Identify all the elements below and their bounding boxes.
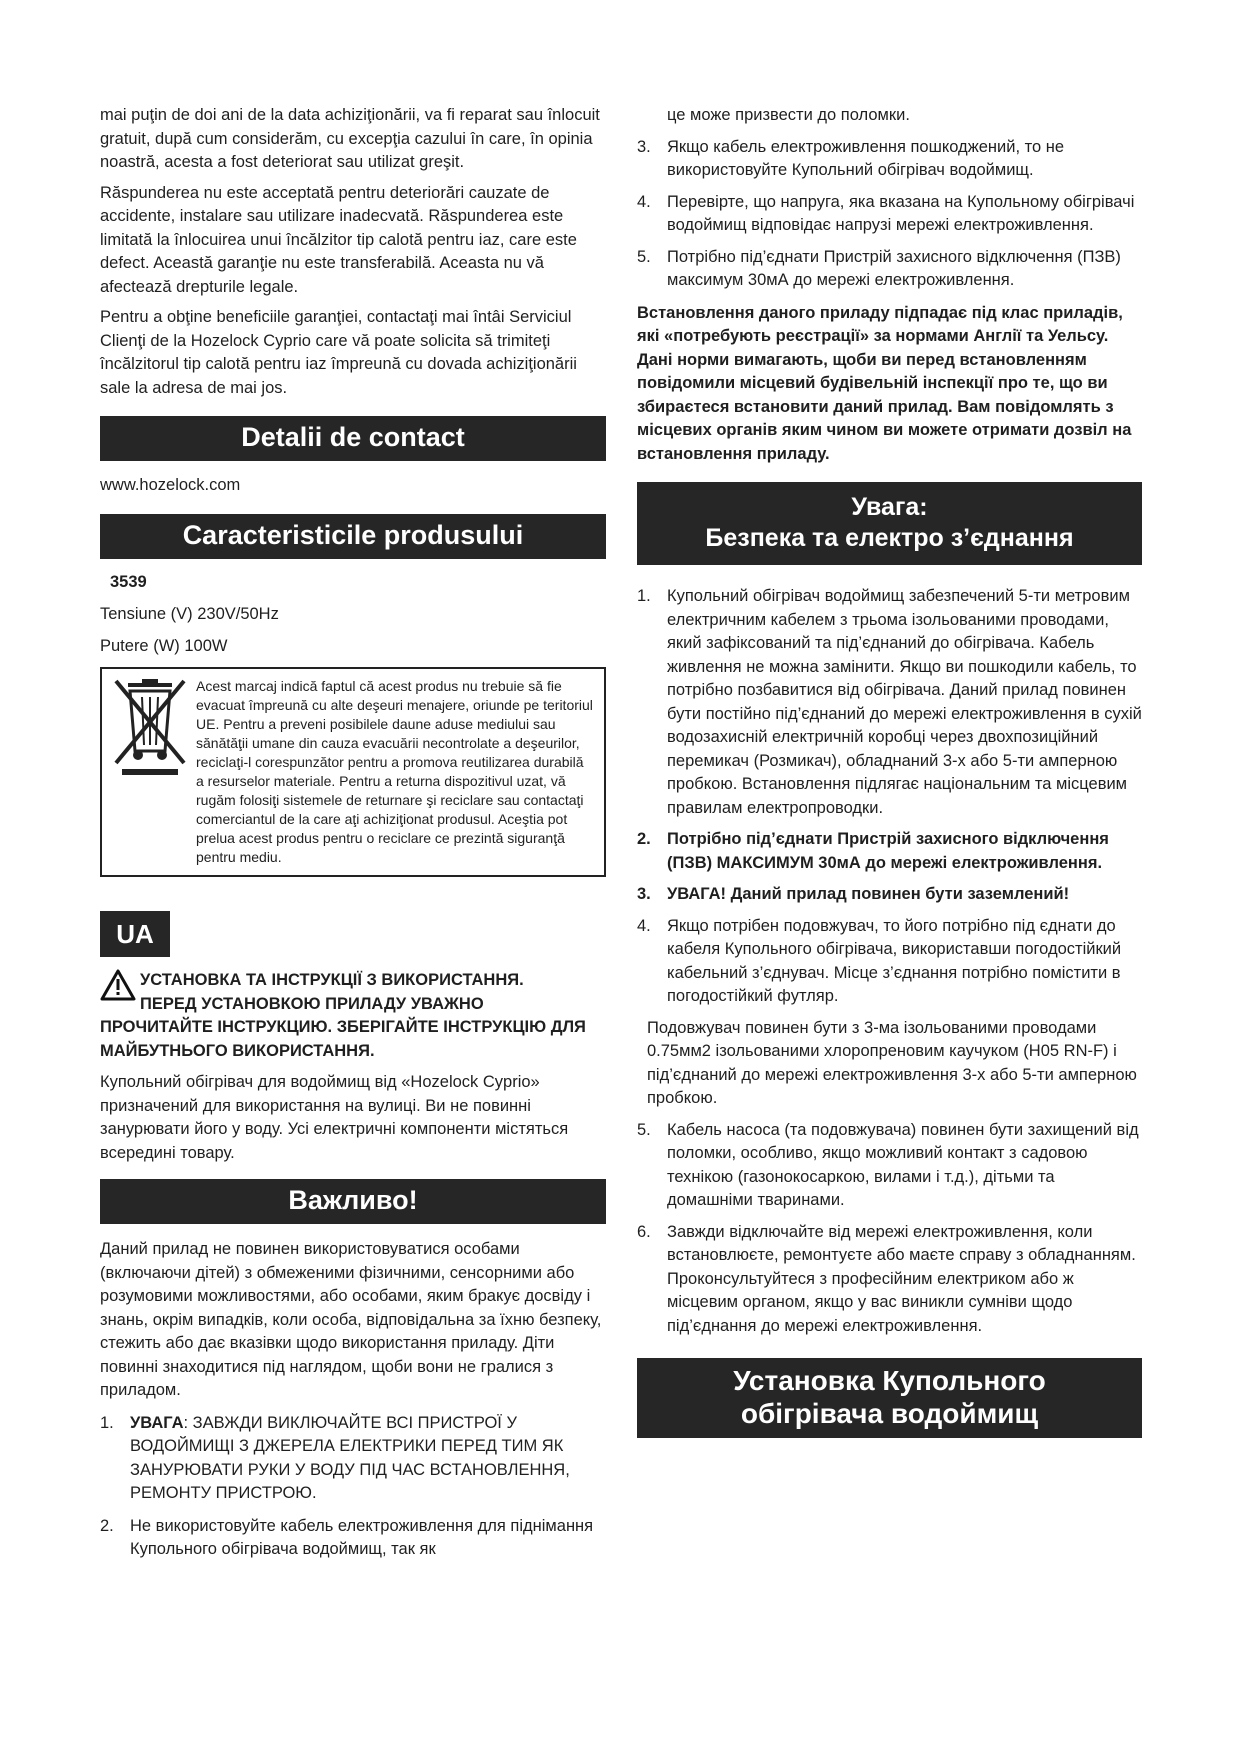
safety-header	[637, 482, 1142, 565]
item-text: Перевірте, що напруга, яка вказана на Купольному обігрівачі водоймищ відповідає напрузі мережі електроживлення.	[667, 192, 1135, 234]
warning-line-1: УСТАНОВКА ТА ІНСТРУКЦІЇ З ВИКОРИСТАННЯ.	[140, 971, 524, 989]
safety-item-3	[637, 883, 1142, 907]
left-column	[100, 104, 606, 1562]
registration-notice: Встановлення даного приладу підпадає під клас приладів, які «потребують реєстрації» за нормами Англії та Уельсу. Дані норми вимагають, щоби ви перед встановленням повідомили місцевий будівельній інспекції про те, що ви збираєтеся встановити даний прилад. Вам повідомлять з місцевих органів яким чином ви можете отримати дозвіл на встановлення приладу.	[637, 303, 1132, 463]
safety-header-line-1: Увага:	[851, 493, 928, 521]
warning-line-2: ПЕРЕД УСТАНОВКОЮ ПРИЛАДУ УВАЖНО	[140, 994, 484, 1013]
item-text: Потрібно під’єднати Пристрій захисного відключення (ПЗВ) максимум 30мА до мережі електроживлення.	[667, 247, 1121, 289]
warning-block	[100, 969, 606, 1063]
weee-notice-box	[100, 667, 606, 877]
important-item-2	[100, 1515, 606, 1562]
voltage-spec: Tensiune (V) 230V/50Hz	[100, 605, 279, 623]
install-header-line-2: обігрівача водоймищ	[740, 1398, 1039, 1429]
right-item-4	[637, 191, 1142, 238]
install-header	[637, 1358, 1142, 1438]
crossed-bin-icon	[110, 677, 190, 867]
important-item-1	[100, 1412, 606, 1506]
item-text: Не використовуйте кабель електроживлення для піднімання Купольного обігрівача водоймищ, так як	[130, 1516, 594, 1558]
warning-line-rest: ПРОЧИТАЙТЕ ІНСТРУКЦИЮ. ЗБЕРІГАЙТЕ ІНСТРУКЦІЮ ДЛЯ МАЙБУТНЬОГО ВИКОРИСТАННЯ.	[100, 1018, 586, 1060]
right-item-3	[637, 136, 1142, 183]
warning-triangle-icon	[100, 969, 140, 1006]
safety-item-1	[637, 585, 1142, 820]
item-text: Кабель насоса (та подовжувача) повинен бути захищений від поломки, особливо, якщо можливий контакт з садовою технікою (газонокосаркою, вилами і т.д.), дітьми та домашніми тваринами.	[667, 1120, 1139, 1209]
safety-item-2	[637, 828, 1142, 875]
warranty-paragraph-2: Răspunderea nu este acceptată pentru deteriorări cauzate de accidente, instalare sau utilizare inadecvată. Răspunderea este limitată la înlocuirea unui încălzitor tip calotă pentru iaz, care este defect. Această garanţie nu este transferabilă. Aceasta nu vă afectează drepturile legale.	[100, 183, 577, 296]
warranty-paragraph-3: Pentru a obţine beneficiile garanţiei, contactaţi mai întâi Serviciul Clienţi de la Hozelock Cyprio care vă poate solicita să trimiteţi încălzitorul tip calotă pentru iaz împreună cu dovada achiziţionării sale la adresa de mai jos.	[100, 308, 577, 397]
specs-header: Caracteristicile produsului	[100, 514, 606, 559]
right-item-5	[637, 246, 1142, 293]
item-number: 2.	[100, 1516, 114, 1535]
item-text: : ЗАВЖДИ ВИКЛЮЧАЙТЕ ВСІ ПРИСТРОЇ У ВОДОЙМИЩІ З ДЖЕРЕЛА ЕЛЕКТРИКИ ПЕРЕД ТИМ ЯК ЗАНУРЮВАТИ РУКИ У ВОДУ ПІД ЧАС ВСТАНОВЛЕННЯ, РЕМОНТУ ПРИСТРОЮ.	[130, 1413, 570, 1502]
right-column	[637, 104, 1142, 1438]
item-text: Якщо потрібен подовжувач, то його потрібно під єднати до кабеля Купольного обігрівача, використавши погодостійкий кабельний з’єднувач. Місце з’єднання потрібно помістити в погодостійкий футляр.	[667, 916, 1122, 1005]
item-number: 4.	[637, 192, 651, 211]
item-number: 5.	[637, 247, 651, 266]
item-text: Якщо кабель електроживлення пошкоджений, то не використовуйте Купольний обігрівач водоймищ.	[667, 137, 1065, 179]
item-lead: УВАГА	[130, 1413, 184, 1432]
important-paragraph: Даний прилад не повинен використовуватися особами (включаючи дітей) з обмеженими фізичними, сенсорними або розумовими можливостями, або особами, яким бракує досвіду і знань, окрім випадків, коли особа, відповідальна за їхню безпеку, стежить або дає вказівки щодо використання приладу. Діти повинні знаходитися під наглядом, щоби вони не гралися з приладом.	[100, 1240, 602, 1399]
ua-intro-paragraph: Купольний обігрівач для водоймищ від «Hozelock Cyprio» призначений для використання на вулиці. Ви не повинні занурювати його у воду. Усі електричні компоненти містяться всередині товару.	[100, 1073, 569, 1162]
model-number: 3539	[110, 572, 147, 591]
item-number: 5.	[637, 1120, 651, 1139]
safety-header-line-2: Безпека та електро з’єднання	[705, 524, 1074, 552]
safety-item-5	[637, 1119, 1142, 1213]
item-text: Завжди відключайте від мережі електроживлення, коли встановлюєте, ремонтуєте або маєте справу з обладнанням. Проконсультуйтеся з професійним електриком або ж місцевим органом, якщо у вас виникли сумніви щодо під’єднання до мережі електроживлення.	[667, 1222, 1136, 1335]
weee-text: Acest marcaj indică faptul că acest produs nu trebuie să fie evacuat împreună cu alte deşeuri menajere, oriunde pe teritoriul UE. Pentru a preveni posibilele daune aduse mediului sau sănătăţii umane din cauza evacuării necontrolate a deşeurilor, reciclaţi-l corespunzător pentru a promova reutilizarea durabilă a resurselor materiale. Pentru a returna dispozitivul uzat, vă rugăm folosiţi sistemele de returnare şi reciclare sau contactaţi comerciantul de la care aţi achiziţionat produsul. Aceştia pot prelua acest produs pentru o reciclare ce prezintă siguranţă pentru mediu.	[196, 678, 593, 865]
install-header-line-1: Установка Купольного	[733, 1365, 1046, 1396]
power-spec: Putere (W) 100W	[100, 636, 228, 655]
item-number: 4.	[637, 916, 651, 935]
continuation-text: це може призвести до поломки.	[667, 106, 910, 124]
item-number: 6.	[637, 1222, 651, 1241]
item-text: УВАГА! Даний прилад повинен бути заземлений!	[667, 885, 1070, 903]
item-text: Купольний обігрівач водоймищ забезпечений 5-ти метровим електричним кабелем з трьома ізольованими проводами, який зафіксований та під’єднаний до обігрівача. Кабель живлення не можна замінити. Якщо ви пошкодили кабель, то потрібно позбавитися від обігрівача. Даний прилад повинен бути постійно під’єднаний до мережі електроживлення в сухій водозахисній електричній коробці через двохпозиційний перемикач (Розмикач), обладнаний 3-х або 5-ти амперною пробкою. Встановлення підлягає національним та місцевим правилам електропроводки.	[667, 587, 1142, 817]
safety-item-4	[637, 915, 1142, 1009]
item-number: 3.	[637, 885, 651, 903]
website-link[interactable]: www.hozelock.com	[100, 476, 241, 494]
important-header: Важливо!	[100, 1179, 606, 1224]
item-number: 2.	[637, 830, 651, 848]
safety-item-6	[637, 1221, 1142, 1339]
warranty-paragraph-1: mai puţin de doi ani de la data achiziţionării, va fi reparat sau înlocuit gratuit, după cum considerăm, cu excepţia cazului în care, în opinia noastră, acesta a fost deteriorat sau utilizat greşit.	[100, 106, 600, 171]
item-text: Потрібно під’єднати Пристрій захисного відключення (ПЗВ) МАКСИМУМ 30мА до мережі електроживлення.	[667, 830, 1109, 872]
item-number: 1.	[100, 1413, 114, 1432]
item-number: 3.	[637, 137, 651, 156]
extension-cable-text: Подовжувач повинен бути з 3-ма ізольованими проводами 0.75мм2 ізольованими хлоропреновим каучуком (H05 RN-F) і під’єднаний до мережі електроживлення 3-х або 5-ти амперною пробкою.	[647, 1018, 1137, 1107]
item-number: 1.	[637, 587, 651, 605]
ua-badge: UA	[100, 911, 170, 957]
contact-header: Detalii de contact	[100, 416, 606, 461]
